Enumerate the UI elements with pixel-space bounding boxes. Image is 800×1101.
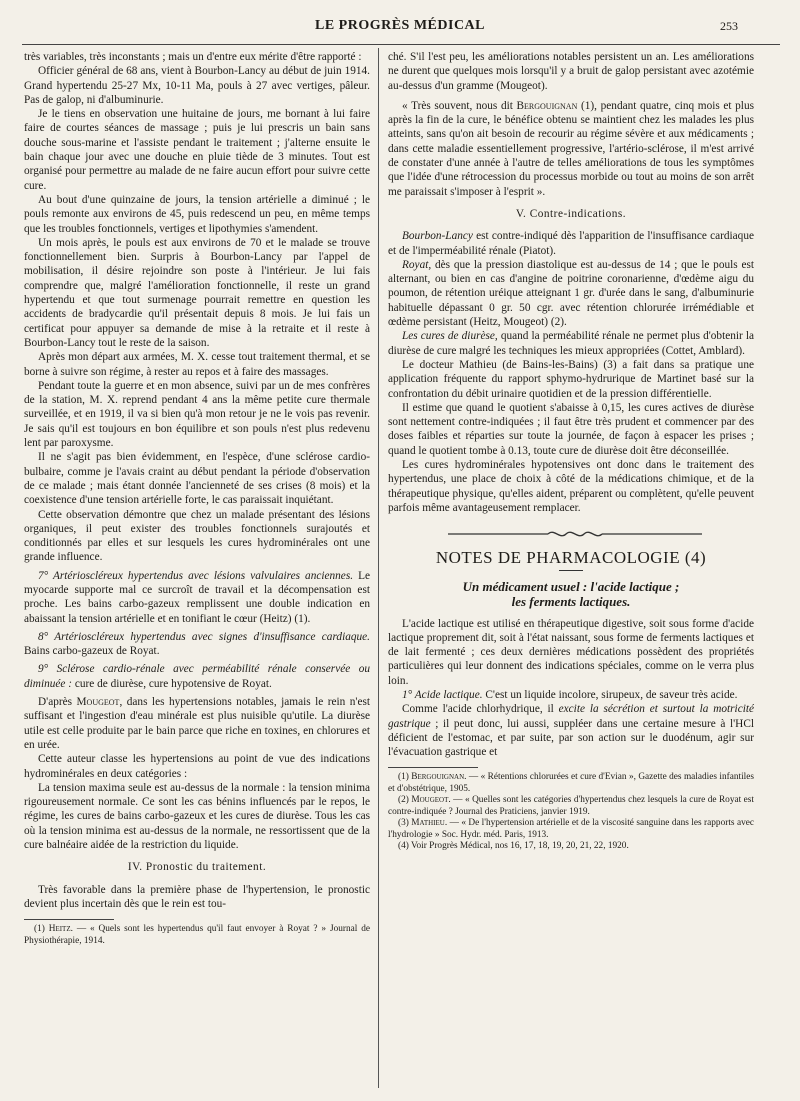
paragraph: Un mois après, le pouls est aux environs de 70 et le malade se trouve fonctionnellement bien. Surpris à Bourbon-Lancy par l'appel de mobilisation, il désire rejoindre son poste à l'intérieur. Je lui fais comprendre que, malgré l'amélioration fonctionnelle, il reste un grand hypertendu et que tout surmenage pourrait remettre en question les accidents de bradycardie qu'il présentait depuis 8 mois. Je lui fais un certificat pour appuyer sa demande de mise à la retraite et il reste à Bourbon-Lancy tout le reste de la saison. <box>24 236 370 349</box>
footnote: (1) Heitz. — « Quels sont les hypertendus qu'il faut envoyer à Royat ? » Journal de Physiothérapie, 1914. <box>24 924 370 946</box>
item-label: 9° Sclérose cardio-rénale avec perméabilité rénale conservée ou diminuée : <box>24 663 370 690</box>
left-column <box>24 50 370 1089</box>
header-rule <box>22 44 780 45</box>
paragraph: ché. S'il l'est peu, les améliorations notables persistent un an. Les améliorations ne durent que quelques mois lorsqu'il y a bruit de galop persistant avec azotémie au-dessus d'un gramme (Mougeot). <box>388 51 754 92</box>
ornament-rule <box>388 527 754 541</box>
list-item-7 <box>24 569 370 626</box>
list-item-9 <box>24 662 370 691</box>
paragraph: Il ne s'agit pas bien évidemment, en l'espèce, d'une sclérose cardio-bulbaire, comme je l'avais craint au début pendant la période d'observation de ce malade ; mais étant donnée l'ancienneté de ses crises (8 mois) et la coexistence d'une tension artérielle forte, le cas paraissait inquiétant. <box>24 451 370 507</box>
item-text: Le myocarde supporte mal ce surcroît de travail et la décompensation est proche. Les bains carbo-gazeux remplissent une double indication en abaissant la tension artérielle et en tonifiant le cœur (Heitz) (1). <box>24 569 370 625</box>
paragraph: Officier général de 68 ans, vient à Bourbon-Lancy au début de juin 1914. Grand hypertendu 25-27 Mx, 10-11 Ma, pouls à 27 avec vertiges, pâleur. Pas de galop, ni d'albuminurie. <box>24 65 370 106</box>
quote-paragraph: « Très souvent, nous dit Bergouignan (1), pendant quatre, cinq mois et plus après la fin de la cure, le bénéfice obtenu se maintient chez les malades les plus atteints, sans qu'on ait besoin de recourir au régime sévère et aux médicaments ; dans cette maladie essentiellement progressive, l'artério-sclérose, il m'est arrivé de constater d'une année à l'autre de telles améliorations de tous les symptômes que l'idée d'une rétrocession du processus morbide ou tout au moins de son arrêt me paraissait s'imposer à l'esprit ». <box>388 99 754 198</box>
footnote: (2) Mougeot. — « Quelles sont les catégories d'hypertendus chez lesquels la cure de Royat est contre-indiquée ? Journal des Praticiens, janvier 1919. <box>388 795 754 817</box>
item-text: cure de diurèse, cure hypotensive de Royat. <box>72 677 272 690</box>
paragraph: Très favorable dans la première phase de l'hypertension, le pronostic devient plus incertain dès que le rein est tou- <box>24 883 370 910</box>
paragraph: Cette auteur classe les hypertensions au point de vue des indications hydrominérales en deux catégories : <box>24 753 370 780</box>
item-label: 8° Artérioscléreux hypertendus avec signes d'insuffisance cardiaque. <box>38 630 370 643</box>
paragraph: Après mon départ aux armées, M. X. cesse tout traitement thermal, et se borne à suivre son régime, à rester au repos et à faire des massages. <box>24 351 370 378</box>
paragraph: Le docteur Mathieu (de Bains-les-Bains) (3) a fait dans sa pratique une application fréquente du rapport sphymo-hydrurique de Martinet basé sur la confrontation du débit urinaire quotidien et de la pression différentielle. <box>388 358 754 400</box>
footnote-rule <box>24 919 114 920</box>
paragraph: L'acide lactique est utilisé en thérapeutique digestive, soit sous forme d'acide lactique proprement dit, soit à l'état naissant, sous forme de ferments lactiques et de lait fermenté ; ces deux dernières médications possèdent des propriétés particulières qui leur donnent des indications spéciales, comme on le verra plus loin. <box>388 617 754 687</box>
author-name: Mougeot <box>76 696 120 709</box>
footnotes <box>388 772 754 852</box>
footnote: (1) Bergouignan. — « Rétentions chlorurées et cure d'Evian », Gazette des maladies infantiles et d'obstétrique, 1905. <box>388 772 754 794</box>
footnote: (3) Mathieu. — « De l'hypertension artérielle et de la viscosité sanguine dans les rapports avec l'hydrologie » Soc. Hydr. méd. Paris, 1913. <box>388 818 754 840</box>
list-item-8 <box>24 630 370 659</box>
section-heading: IV. Pronostic du traitement. <box>127 861 267 874</box>
paragraph: Bourbon-Lancy est contre-indiqué dès l'apparition de l'insuffisance cardiaque et de l'imperméabilité rénale (Piatot). <box>388 230 754 257</box>
paragraph: très variables, très inconstants ; mais un d'entre eux mérite d'être rapporté : <box>24 51 362 63</box>
footnote: (4) Voir Progrès Médical, nos 16, 17, 18, 19, 20, 21, 22, 1920. <box>398 840 629 851</box>
column-divider <box>378 48 379 1088</box>
footnote-rule <box>388 767 478 768</box>
item-label: 7° Artérioscléreux hypertendus avec lésions valvulaires anciennes. <box>38 569 354 582</box>
paragraph: Les cures de diurèse, quand la perméabilité rénale ne permet plus d'obtenir la diurèse de cure malgré les techniques les mieux appropriées (Cottet, Amblard). <box>388 330 754 357</box>
right-column <box>388 50 754 1089</box>
paragraph: Comme l'acide chlorhydrique, il excite la sécrétion et surtout la motricité gastrique ; il peut donc, lui aussi, suppléer dans une certaine mesure à l'HCl déficient de l'estomac, et par suite, par son action sur le duodénum, agir sur l'évacuation gastrique et <box>388 703 754 759</box>
ornament-divider <box>388 527 754 541</box>
paragraph: Je le tiens en observation une huitaine de jours, me bornant à lui faire faire de courtes séances de massage ; puis je lui prescris un bain sans douche sous-marine et l'assiste pendant le traitement ; j'alterne ensuite le bain chaque jour avec une douche en pluie tiède de 3 minutes. Tout est organisé pour permettre au malade de ne faire aucun effort pour suivre cette cure. <box>24 108 370 192</box>
paragraph: Il estime que quand le quotient s'abaisse à 0,15, les cures actives de diurèse sont nettement contre-indiquées ; il faut être très prudent et commencer par des doses faibles et réparties sur toute la journée, de façon à espacer les prises ; quand le quotient tombe à 0.13, toute cure de diurèse doit être déconseillée. <box>388 401 754 457</box>
page-header <box>0 18 800 44</box>
item-text: Bains carbo-gazeux de Royat. <box>24 645 160 658</box>
footnotes <box>24 924 370 947</box>
list-item-1: 1° Acide lactique. C'est un liquide incolore, sirupeux, de saveur très acide. <box>402 688 738 701</box>
paragraph: Les cures hydrominérales hypotensives ont donc dans le traitement des hypertendus, une place de choix à côté de la médications chimique, et de la thérapeutique physique, qu'elles aident, préparent ou complètent, qu'elle peuvent parfois même avantageusement remplacer. <box>388 459 754 514</box>
journal-title: LE PROGRÈS MÉDICAL <box>314 18 486 33</box>
paragraph: Royat, dès que la pression diastolique est au-dessus de 14 ; que le pouls est alternant, ou bien en cas d'angine de poitrine coronarienne, d'œdème aigu du poumon, de rétention uréique atteignant 1 gr. d'urée dans le sang, d'albuminurie habituelle dépassant 0 gr. 50 cgr. avec rétention chlorurée irrémédiable et œdème persistant (Heitz, Mougeot) (2). <box>388 258 754 329</box>
article-subtitle: Un médicament usuel : l'acide lactique ; les ferments lactiques. <box>462 578 680 609</box>
page-number: 253 <box>720 19 738 33</box>
paragraph: Cette observation démontre que chez un malade présentant des lésions organiques, il peut exister des troubles fonctionnels surajoutés et conditionnés par elles et sur lesquels les cures hydrominérales ont une grande influence. <box>24 508 370 564</box>
paragraph: Au bout d'une quinzaine de jours, la tension artérielle a diminué ; le pouls remonte aux environs de 45, puis redescend un peu, en même temps que les troubles fonctionnels, vertiges et lipothymies s'amendent. <box>24 193 370 235</box>
title-dash <box>559 570 583 571</box>
section-heading: V. Contre-indications. <box>515 207 627 220</box>
paragraph: Pendant toute la guerre et en mon absence, suivi par un de mes confrères de la station, M. X. reprend pendant 4 ans la même petite cure thermale surveillée, et en 1919, il va si bien qu'à mon retour je ne le vois pas revenir. Je sais qu'il est toujours en bon équilibre et son pouls n'est plus redevenu lent par paroxysme. <box>24 379 370 450</box>
author-name: Bergouignan <box>516 99 578 112</box>
article-title: NOTES DE PHARMACOLOGIE (4) <box>435 548 707 568</box>
paragraph: La tension maxima seule est au-dessus de la normale : la tension minima rigoureusement normale. Ce sont les cas bénins influencés par le repos, le régime, les cures de bains carbo-gazeux et les cures de diurèse. Tous les cas où la tension minima est au-dessus de la normale, ne ressortissent que de la cure balnéaire aidée de la restriction du liquide. <box>24 781 370 852</box>
paragraph-mougeot: D'après Mougeot, dans les hypertensions notables, jamais le rein n'est suffisant et l'ingestion d'eau minérale est plus nuisible qu'utile. La diurèse utile est celle produite par le bain parce que riche en toxines, en chlorures et en urée. <box>24 696 370 751</box>
